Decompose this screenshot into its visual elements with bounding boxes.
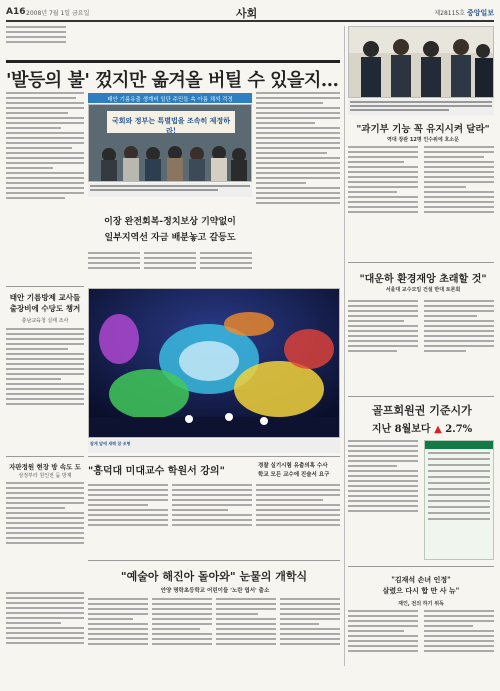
bottom-divider (88, 560, 340, 561)
middle-left-title (6, 292, 84, 314)
main-story-col3 (144, 252, 196, 282)
main-subhead (88, 214, 252, 246)
bottom-col1 (88, 598, 148, 682)
bottom-col0 (6, 592, 84, 682)
academy-sub-1: 경찰 실기시험 유출의혹 수사 (258, 463, 328, 469)
left-mid2-sub: 상정부터 원인전 둠 방계 (18, 473, 72, 479)
right-mid-text-col2 (424, 300, 494, 388)
middle-left-title-line2: 출장비에 수당도 챙겨 (9, 304, 81, 313)
bottom-col3 (216, 598, 276, 682)
main-deck: 태안 기름유출 생계비 일단 주민들 속 아름 채석 걱정 (88, 93, 252, 103)
page-header (6, 4, 494, 22)
bottom-col4 (280, 598, 340, 682)
right-bottom-col1 (348, 610, 418, 682)
right-bottom-title-line1: "김재석 손녀 인정" (391, 575, 451, 584)
main-subhead-line2: 일부지역선 자금 배분놓고 갈등도 (104, 233, 236, 243)
right-bottom-sub: 재인, 전의 하기 위독 (398, 601, 444, 607)
column-divider (344, 26, 345, 666)
left-divider-1 (6, 286, 84, 287)
green-box-line2-text: 지난 8월보다 (371, 424, 431, 435)
left-mid2-text (6, 482, 84, 582)
green-box-text-col1 (348, 440, 418, 560)
section-title: 사회 (236, 7, 258, 20)
light-festival-photo (88, 288, 340, 438)
protest-photo (88, 104, 252, 182)
paper-brand (434, 8, 494, 18)
academy-divider (88, 456, 340, 457)
page-number: A16 (6, 7, 26, 17)
bottom-sub: 안양 명학초등학교 어린이들 '노란 엽서' 출소 (160, 588, 270, 594)
academy-col2 (172, 484, 252, 556)
right-divider-1 (348, 262, 494, 263)
main-story-left-column (6, 92, 84, 272)
right-top-text-col2 (424, 146, 494, 256)
academy-headline: "흥덕대 미대교수 학원서 강의" (88, 466, 225, 477)
green-box-value: 2.7% (445, 424, 473, 435)
bottom-col2 (152, 598, 212, 682)
ministers-photo-caption (348, 99, 494, 115)
right-bottom-title-line2: 살렸으 다시 합 만 사 뉴" (382, 586, 460, 595)
green-box-line2 (352, 420, 492, 435)
middle-left-title-line1: 태안 기름방제 교사들 (9, 293, 81, 302)
paper-name: 중앙일보 (466, 9, 494, 17)
right-mid-title: "대운하 환경재앙 초래할 것" (359, 274, 487, 285)
right-bottom-col2 (424, 610, 494, 682)
right-top-text-col1 (348, 146, 418, 256)
light-festival-caption (88, 439, 340, 453)
academy-col1 (88, 484, 168, 556)
ministers-photo (348, 26, 494, 98)
light-festival-caption-title: 잠게 앞에 새해 잡 조형 (90, 441, 131, 446)
right-divider-2 (348, 396, 494, 397)
bottom-headline: "예술아 해진아 돌아와" 눈물의 개학식 (120, 570, 308, 583)
right-top-subtitle: 역대 장관 12명 인수위에 호소문 (387, 137, 459, 143)
issue-date: 2008년 7월 1일 금요일 (26, 9, 90, 17)
academy-col3 (256, 484, 340, 556)
main-headline: '발등의 불' 껐지만 옮겨올 버틸 수 있을지… (6, 70, 339, 91)
academy-sub-2: 학교 모든 교수에 진술서 요구 (258, 472, 330, 478)
protest-photo-caption (88, 183, 252, 197)
up-arrow-icon: ▲ (434, 424, 442, 435)
headline-rule (6, 60, 340, 63)
middle-left-text (6, 328, 84, 448)
main-story-right-column (256, 92, 340, 282)
right-divider-3 (348, 566, 494, 567)
main-subhead-line1: 이장 완전회복-정치보상 기약없이 (104, 217, 236, 227)
right-bottom-title (350, 574, 492, 596)
right-mid-text-col1 (348, 300, 418, 388)
header-left-text (6, 26, 66, 56)
protest-banner-text: 국회와 정부는 특별법을 조속히 제정하라! (112, 116, 230, 135)
right-mid-subtitle: 서울대 교수모임 건설 반대 토론회 (385, 287, 461, 293)
main-story-col4 (200, 252, 252, 282)
left-mid2-title: 자판정원 현장 방 속도 도 (9, 463, 81, 471)
main-story-col2 (88, 252, 140, 282)
middle-left-sub: 충남교육청 실태 조사 (21, 318, 69, 324)
right-top-title: "과기부 기능 꼭 유지시켜 달라" (356, 124, 490, 135)
academy-subs (258, 462, 342, 480)
left-divider-2 (6, 456, 84, 457)
golf-price-table (424, 440, 494, 560)
golf-table-header (425, 441, 493, 449)
green-box-title: 골프회원권 기준시가 (372, 404, 472, 417)
edition-number: 제28115호 (434, 10, 466, 17)
